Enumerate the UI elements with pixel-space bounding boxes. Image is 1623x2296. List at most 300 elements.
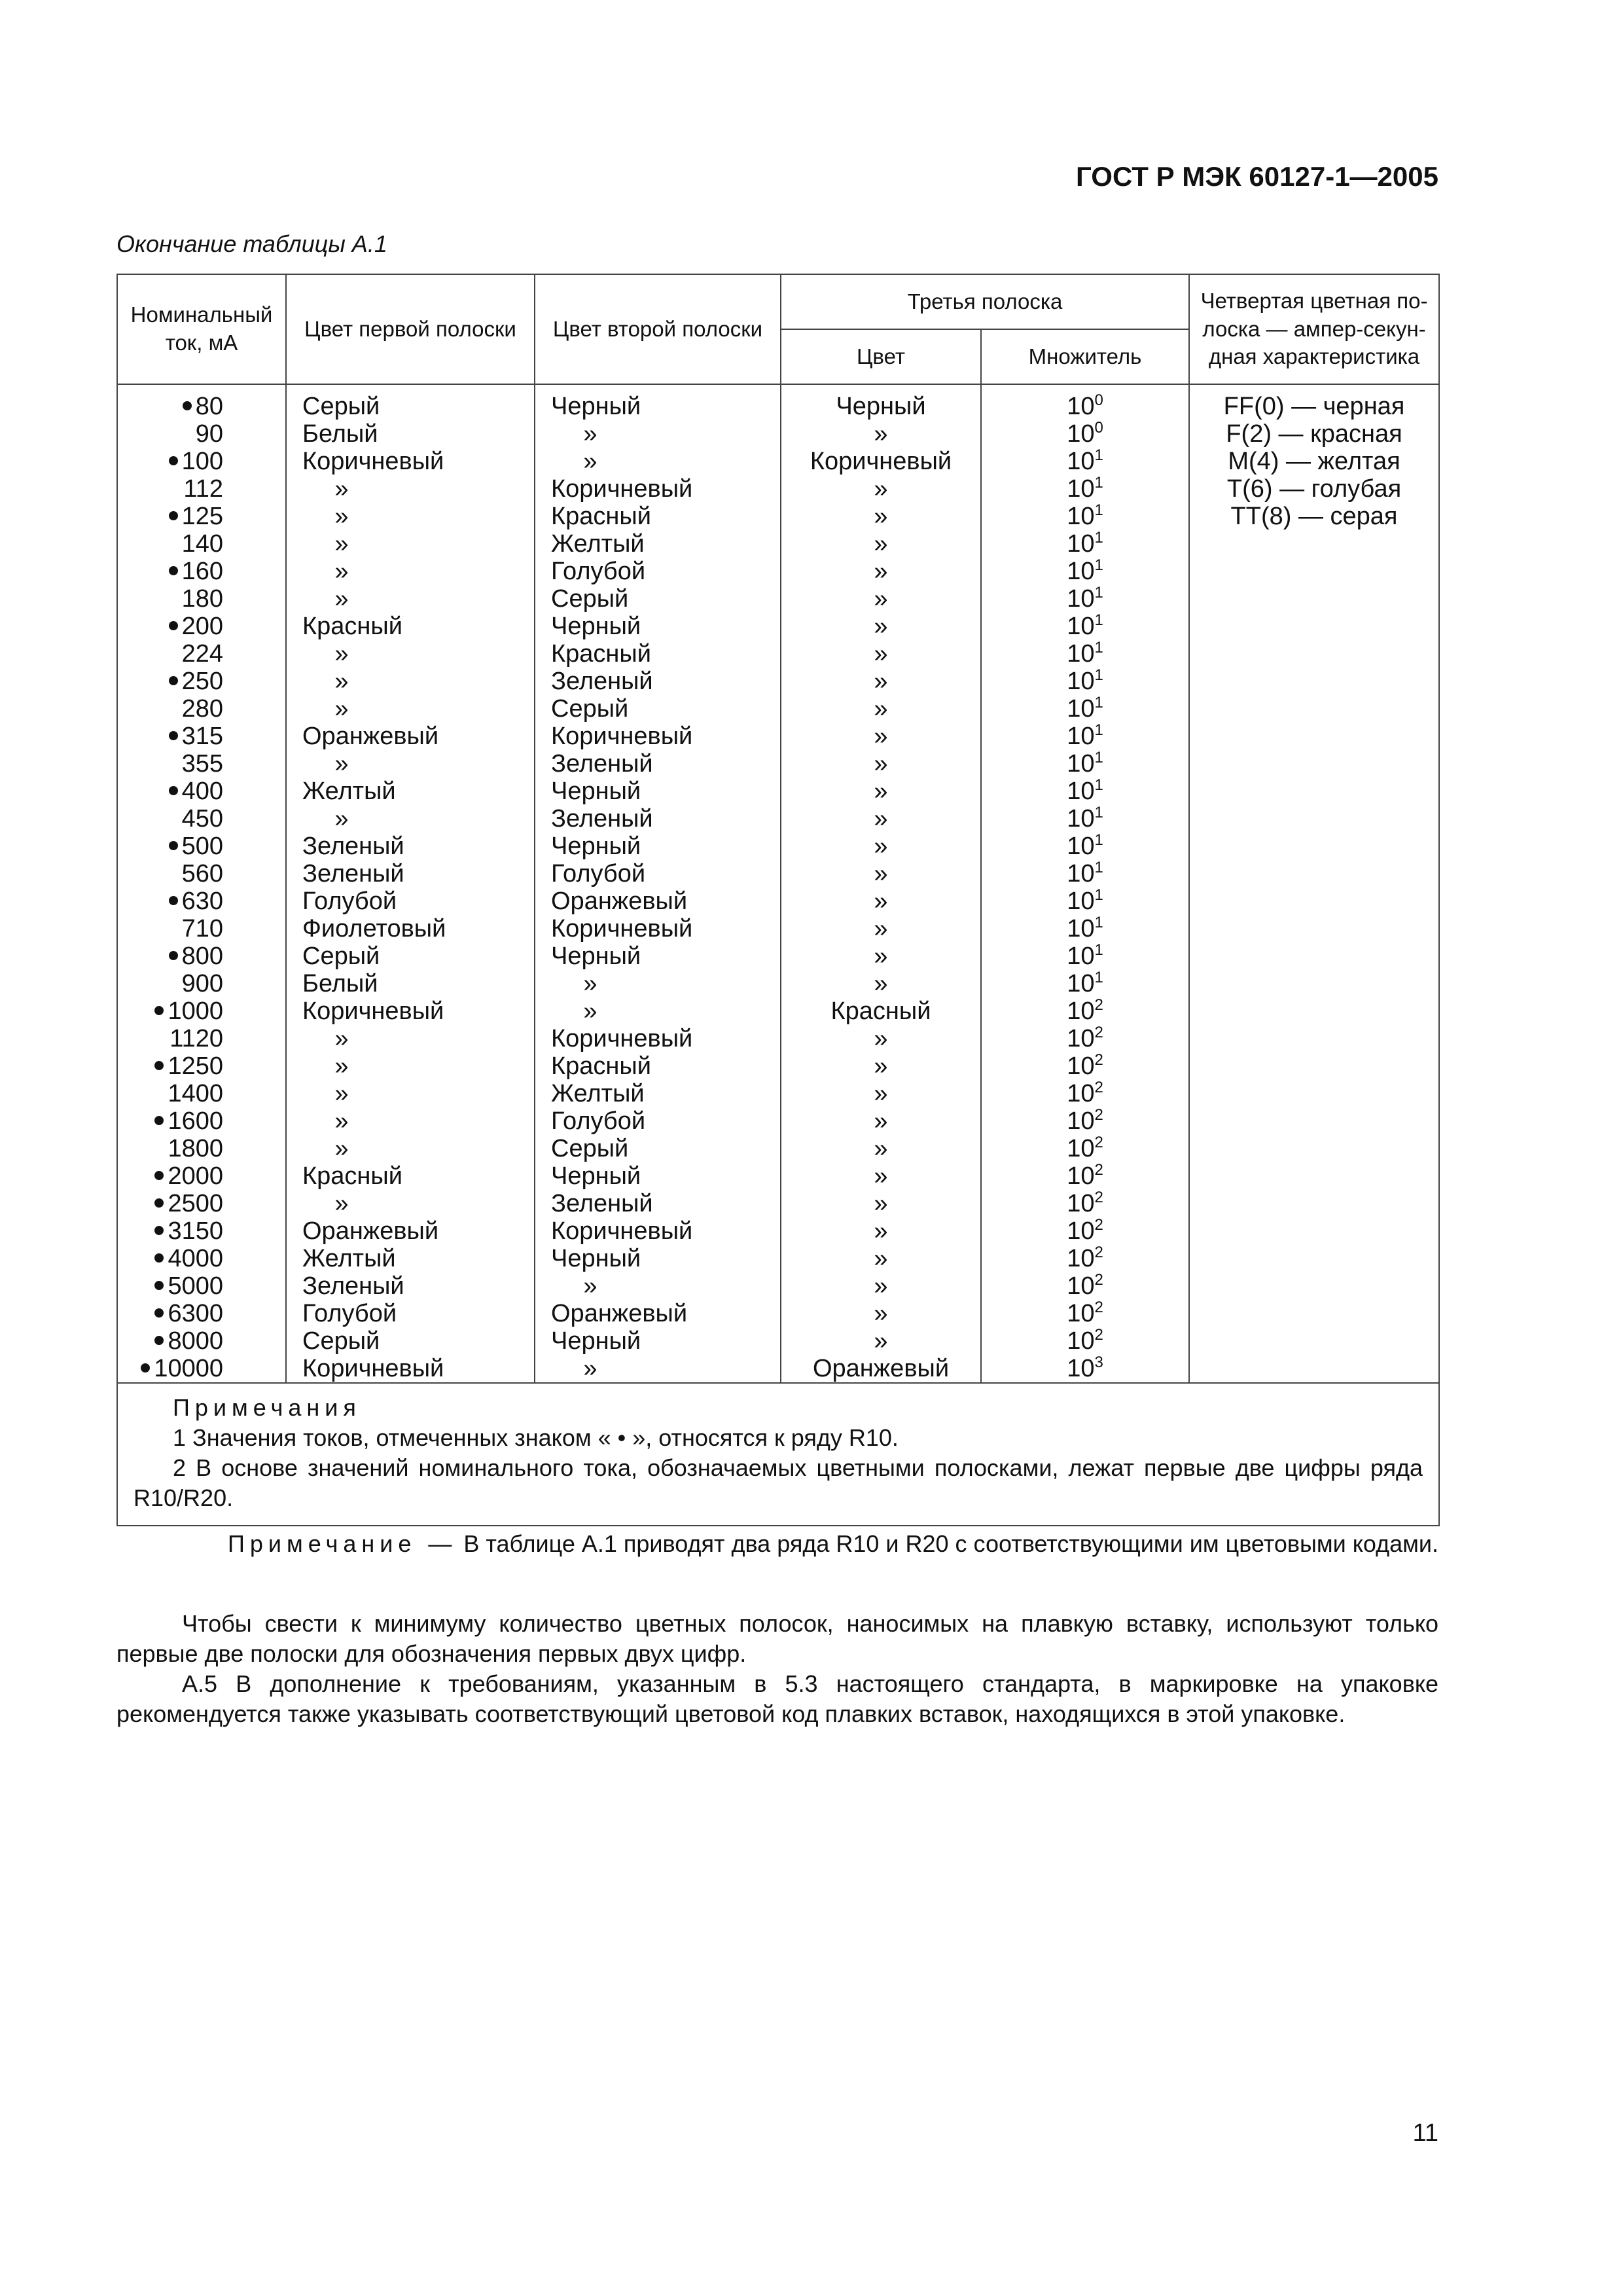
multiplier-base: 10 bbox=[1067, 1080, 1095, 1107]
second-band-cell bbox=[535, 613, 780, 640]
bullet-icon bbox=[169, 621, 178, 630]
header-second-band: Цвет второй полоски bbox=[535, 274, 781, 384]
second-band-cell bbox=[535, 1245, 780, 1272]
multiplier-cell bbox=[982, 1162, 1188, 1190]
first-band-cell bbox=[287, 1162, 534, 1190]
multiplier-cell bbox=[982, 805, 1188, 833]
first-band-value: » bbox=[334, 475, 349, 503]
second-band-cell bbox=[535, 585, 780, 613]
first-band-value: » bbox=[334, 695, 349, 723]
multiplier-base: 10 bbox=[1067, 723, 1095, 750]
second-band-value: Оранжевый bbox=[551, 1300, 688, 1327]
second-band-cell bbox=[535, 1300, 780, 1327]
second-band-value: Зеленый bbox=[551, 1190, 653, 1217]
first-band-cell bbox=[287, 1272, 534, 1300]
first-band-cell bbox=[287, 668, 534, 695]
bullet-icon bbox=[154, 1006, 164, 1015]
multiplier-base: 10 bbox=[1067, 942, 1095, 970]
page-number: 11 bbox=[1412, 2119, 1438, 2147]
current-cell bbox=[118, 1080, 285, 1107]
multiplier-exponent: 1 bbox=[1094, 666, 1103, 684]
third-color-cell: » bbox=[874, 888, 888, 915]
current-cell bbox=[118, 997, 285, 1025]
bullet-icon bbox=[169, 841, 178, 850]
first-band-value: Оранжевый bbox=[302, 723, 439, 750]
third-color-cell: » bbox=[874, 1245, 888, 1272]
current-cell bbox=[118, 1190, 285, 1217]
header-current: Номинальный ток, мА bbox=[117, 274, 286, 384]
third-color-cell: » bbox=[874, 750, 888, 778]
second-band-value: » bbox=[583, 1272, 597, 1300]
first-band-cell bbox=[287, 530, 534, 558]
first-band-value: Оранжевый bbox=[302, 1217, 439, 1245]
bullet-icon bbox=[169, 786, 178, 795]
multiplier-exponent: 1 bbox=[1094, 941, 1103, 959]
current-cell bbox=[118, 915, 285, 942]
third-color-cell: Черный bbox=[836, 393, 926, 420]
third-color-cell: » bbox=[874, 1107, 888, 1135]
second-band-cell bbox=[535, 668, 780, 695]
second-band-cell bbox=[535, 1135, 780, 1162]
second-band-cell bbox=[535, 888, 780, 915]
first-band-value: Зеленый bbox=[302, 1272, 404, 1300]
multiplier-base: 10 bbox=[1067, 915, 1095, 942]
first-band-cell bbox=[287, 723, 534, 750]
current-value: 450 bbox=[181, 805, 223, 833]
second-band-cell bbox=[535, 448, 780, 475]
multiplier-base: 10 bbox=[1067, 888, 1095, 915]
multiplier-base: 10 bbox=[1067, 1135, 1095, 1162]
multiplier-cell bbox=[982, 503, 1188, 530]
multiplier-base: 10 bbox=[1067, 530, 1095, 558]
first-band-cell bbox=[287, 640, 534, 668]
multiplier-cell bbox=[982, 640, 1188, 668]
multiplier-base: 10 bbox=[1067, 695, 1095, 723]
multiplier-exponent: 2 bbox=[1094, 1271, 1103, 1289]
first-band-cell bbox=[287, 613, 534, 640]
second-band-cell bbox=[535, 558, 780, 585]
header-fourth-band: Четвертая цветная по-лоска — ампер-секун-дная характеристика bbox=[1189, 274, 1439, 384]
second-band-cell bbox=[535, 805, 780, 833]
first-band-value: » bbox=[334, 585, 349, 613]
second-band-cell bbox=[535, 833, 780, 860]
current-value: 1400 bbox=[168, 1080, 223, 1107]
multiplier-exponent: 1 bbox=[1094, 529, 1103, 547]
second-band-column bbox=[535, 384, 781, 1383]
bullet-icon bbox=[183, 401, 192, 410]
current-value: 2500 bbox=[168, 1190, 223, 1217]
multiplier-exponent: 0 bbox=[1094, 419, 1103, 437]
first-band-value: Белый bbox=[302, 970, 378, 997]
current-value: 280 bbox=[181, 695, 223, 723]
first-band-cell bbox=[287, 585, 534, 613]
first-band-cell bbox=[287, 1245, 534, 1272]
multiplier-base: 10 bbox=[1067, 668, 1095, 695]
second-band-cell bbox=[535, 970, 780, 997]
first-band-cell bbox=[287, 393, 534, 420]
current-cell bbox=[118, 888, 285, 915]
fourth-band-value: M(4) — желтая bbox=[1228, 448, 1400, 475]
current-cell bbox=[118, 750, 285, 778]
multiplier-base: 10 bbox=[1067, 1327, 1095, 1355]
third-color-cell: » bbox=[874, 942, 888, 970]
current-value: 1000 bbox=[168, 997, 223, 1025]
first-band-value: Коричневый bbox=[302, 448, 444, 475]
first-band-cell bbox=[287, 420, 534, 448]
multiplier-cell bbox=[982, 1355, 1188, 1382]
third-color-cell: » bbox=[874, 530, 888, 558]
first-band-cell bbox=[287, 1355, 534, 1382]
multiplier-base: 10 bbox=[1067, 860, 1095, 888]
second-band-value: Красный bbox=[551, 640, 651, 668]
multiplier-cell bbox=[982, 613, 1188, 640]
first-band-value: Зеленый bbox=[302, 860, 404, 888]
bullet-icon bbox=[169, 731, 178, 740]
third-color-cell: » bbox=[874, 778, 888, 805]
bullet-icon bbox=[154, 1226, 164, 1235]
first-band-value: Коричневый bbox=[302, 997, 444, 1025]
second-band-value: Серый bbox=[551, 695, 629, 723]
multiplier-exponent: 1 bbox=[1094, 914, 1103, 931]
multiplier-cell bbox=[982, 1300, 1188, 1327]
multiplier-base: 10 bbox=[1067, 1107, 1095, 1135]
multiplier-exponent: 1 bbox=[1094, 969, 1103, 986]
current-value: 180 bbox=[181, 585, 223, 613]
multiplier-cell bbox=[982, 1272, 1188, 1300]
multiplier-exponent: 1 bbox=[1094, 474, 1103, 492]
multiplier-cell bbox=[982, 393, 1188, 420]
current-value: 900 bbox=[181, 970, 223, 997]
fourth-band-value: TT(8) — серая bbox=[1230, 503, 1398, 530]
header-third-band: Третья полоска bbox=[781, 274, 1189, 329]
third-color-cell: » bbox=[874, 1190, 888, 1217]
multiplier-base: 10 bbox=[1067, 997, 1095, 1025]
second-band-value: » bbox=[583, 1355, 597, 1382]
second-band-value: Черный bbox=[551, 613, 641, 640]
third-color-cell: » bbox=[874, 860, 888, 888]
multiplier-exponent: 1 bbox=[1094, 446, 1103, 464]
current-value: 8000 bbox=[168, 1327, 223, 1355]
multiplier-exponent: 2 bbox=[1094, 1161, 1103, 1179]
multiplier-base: 10 bbox=[1067, 1052, 1095, 1080]
bullet-icon bbox=[169, 676, 178, 685]
third-color-cell: » bbox=[874, 420, 888, 448]
current-cell bbox=[118, 530, 285, 558]
current-value: 315 bbox=[181, 723, 223, 750]
current-cell bbox=[118, 1162, 285, 1190]
current-value: 1120 bbox=[169, 1025, 223, 1052]
current-cell bbox=[118, 1272, 285, 1300]
multiplier-base: 10 bbox=[1067, 1272, 1095, 1300]
current-cell bbox=[118, 942, 285, 970]
second-band-cell bbox=[535, 1327, 780, 1355]
third-color-cell: Красный bbox=[830, 997, 931, 1025]
second-band-value: Голубой bbox=[551, 558, 646, 585]
current-value: 200 bbox=[181, 613, 223, 640]
first-band-cell bbox=[287, 1025, 534, 1052]
second-band-value: Серый bbox=[551, 1135, 629, 1162]
second-band-cell bbox=[535, 530, 780, 558]
bullet-icon bbox=[154, 1198, 164, 1208]
third-color-cell: » bbox=[874, 668, 888, 695]
second-band-value: » bbox=[583, 970, 597, 997]
third-color-cell: » bbox=[874, 1327, 888, 1355]
multiplier-base: 10 bbox=[1067, 420, 1095, 448]
bullet-icon bbox=[154, 1281, 164, 1290]
multiplier-cell bbox=[982, 585, 1188, 613]
bullet-icon bbox=[154, 1308, 164, 1318]
second-band-value: Черный bbox=[551, 833, 641, 860]
second-band-cell bbox=[535, 723, 780, 750]
multiplier-exponent: 2 bbox=[1094, 1189, 1103, 1206]
after-table-note bbox=[116, 1529, 1438, 1559]
multiplier-base: 10 bbox=[1067, 805, 1095, 833]
current-value: 2000 bbox=[168, 1162, 223, 1190]
multiplier-exponent: 2 bbox=[1094, 1299, 1103, 1316]
first-band-cell bbox=[287, 558, 534, 585]
multiplier-exponent: 3 bbox=[1094, 1354, 1103, 1371]
first-band-value: » bbox=[334, 530, 349, 558]
third-color-cell: » bbox=[874, 640, 888, 668]
multiplier-base: 10 bbox=[1067, 640, 1095, 668]
second-band-value: » bbox=[583, 448, 597, 475]
second-band-cell bbox=[535, 915, 780, 942]
multiplier-exponent: 2 bbox=[1094, 1244, 1103, 1261]
second-band-value: Голубой bbox=[551, 1107, 646, 1135]
multiplier-base: 10 bbox=[1067, 778, 1095, 805]
first-band-cell bbox=[287, 1327, 534, 1355]
multiplier-exponent: 2 bbox=[1094, 1106, 1103, 1124]
third-color-cell: » bbox=[874, 1080, 888, 1107]
multiplier-exponent: 1 bbox=[1094, 584, 1103, 601]
multiplier-cell bbox=[982, 558, 1188, 585]
first-band-cell bbox=[287, 888, 534, 915]
first-band-cell bbox=[287, 1080, 534, 1107]
first-band-value: » bbox=[334, 750, 349, 778]
document-code: ГОСТ Р МЭК 60127-1—2005 bbox=[1076, 161, 1438, 192]
first-band-value: Фиолетовый bbox=[302, 915, 446, 942]
multiplier-exponent: 1 bbox=[1094, 721, 1103, 739]
first-band-value: » bbox=[334, 640, 349, 668]
multiplier-cell bbox=[982, 1107, 1188, 1135]
paragraph-a5: А.5 В дополнение к требованиям, указанным в 5.3 настоящего стандарта, в маркировке на упаковке рекомендуется также указывать соответствующий цветовой код плавких вставок, находящихся в этой упаковке. bbox=[116, 1670, 1438, 1727]
bullet-icon bbox=[169, 511, 178, 520]
third-color-cell: » bbox=[874, 558, 888, 585]
first-band-value: » bbox=[334, 558, 349, 585]
first-band-value: Красный bbox=[302, 613, 402, 640]
multiplier-cell bbox=[982, 1025, 1188, 1052]
current-value: 250 bbox=[181, 668, 223, 695]
current-cell bbox=[118, 420, 285, 448]
second-band-value: Коричневый bbox=[551, 723, 693, 750]
third-color-cell: » bbox=[874, 1135, 888, 1162]
third-color-cell: » bbox=[874, 970, 888, 997]
second-band-cell bbox=[535, 420, 780, 448]
multiplier-base: 10 bbox=[1067, 1300, 1095, 1327]
current-cell bbox=[118, 448, 285, 475]
second-band-value: Черный bbox=[551, 1162, 641, 1190]
second-band-cell bbox=[535, 475, 780, 503]
color-code-table bbox=[116, 274, 1440, 1526]
current-value: 10000 bbox=[154, 1355, 223, 1382]
multiplier-cell bbox=[982, 970, 1188, 997]
multiplier-base: 10 bbox=[1067, 833, 1095, 860]
second-band-cell bbox=[535, 942, 780, 970]
multiplier-exponent: 1 bbox=[1094, 556, 1103, 574]
second-band-value: Черный bbox=[551, 1245, 641, 1272]
current-value: 4000 bbox=[168, 1245, 223, 1272]
multiplier-cell bbox=[982, 695, 1188, 723]
second-band-value: Красный bbox=[551, 1052, 651, 1080]
current-cell bbox=[118, 558, 285, 585]
second-band-cell bbox=[535, 1217, 780, 1245]
current-value: 355 bbox=[181, 750, 223, 778]
second-band-cell bbox=[535, 1107, 780, 1135]
third-color-cell: » bbox=[874, 1162, 888, 1190]
current-value: 560 bbox=[181, 860, 223, 888]
third-color-cell: » bbox=[874, 1272, 888, 1300]
second-band-value: Оранжевый bbox=[551, 888, 688, 915]
note-1: 1 Значения токов, отмеченных знаком « • », относятся к ряду R10. bbox=[173, 1424, 899, 1451]
second-band-value: Зеленый bbox=[551, 668, 653, 695]
first-band-value: Серый bbox=[302, 1327, 380, 1355]
second-band-value: » bbox=[583, 997, 597, 1025]
bullet-icon bbox=[154, 1171, 164, 1180]
current-value: 1250 bbox=[168, 1052, 223, 1080]
bullet-icon bbox=[154, 1336, 164, 1345]
fourth-band-value: FF(0) — черная bbox=[1223, 393, 1405, 420]
current-cell bbox=[118, 1135, 285, 1162]
current-cell bbox=[118, 1327, 285, 1355]
current-cell bbox=[118, 585, 285, 613]
second-band-cell bbox=[535, 1355, 780, 1382]
first-band-cell bbox=[287, 1217, 534, 1245]
multiplier-cell bbox=[982, 668, 1188, 695]
header-third-color: Цвет bbox=[781, 329, 981, 384]
multiplier-cell bbox=[982, 1052, 1188, 1080]
third-color-cell: Коричневый bbox=[810, 448, 952, 475]
second-band-cell bbox=[535, 1190, 780, 1217]
third-color-cell: » bbox=[874, 503, 888, 530]
current-cell bbox=[118, 1245, 285, 1272]
bullet-icon bbox=[154, 1253, 164, 1263]
first-band-cell bbox=[287, 695, 534, 723]
second-band-value: » bbox=[583, 420, 597, 448]
second-band-cell bbox=[535, 393, 780, 420]
third-color-cell: » bbox=[874, 1052, 888, 1080]
first-band-cell bbox=[287, 750, 534, 778]
multiplier-exponent: 1 bbox=[1094, 611, 1103, 629]
multiplier-exponent: 1 bbox=[1094, 694, 1103, 711]
multiplier-exponent: 2 bbox=[1094, 1134, 1103, 1151]
third-color-cell: » bbox=[874, 613, 888, 640]
fourth-band-value: T(6) — голубая bbox=[1226, 475, 1402, 503]
first-band-value: Белый bbox=[302, 420, 378, 448]
first-band-value: » bbox=[334, 668, 349, 695]
after-note-label: Примечание — bbox=[227, 1530, 457, 1557]
multiplier-cell bbox=[982, 833, 1188, 860]
third-color-cell: » bbox=[874, 805, 888, 833]
multiplier-cell bbox=[982, 1190, 1188, 1217]
current-cell bbox=[118, 723, 285, 750]
current-cell bbox=[118, 613, 285, 640]
second-band-cell bbox=[535, 1272, 780, 1300]
multiplier-cell bbox=[982, 1217, 1188, 1245]
bullet-icon bbox=[154, 1061, 164, 1070]
multiplier-base: 10 bbox=[1067, 393, 1095, 420]
second-band-value: Желтый bbox=[551, 530, 645, 558]
second-band-cell bbox=[535, 1080, 780, 1107]
second-band-cell bbox=[535, 778, 780, 805]
fourth-band-column bbox=[1189, 384, 1439, 1383]
bullet-icon bbox=[169, 456, 178, 465]
third-color-cell: » bbox=[874, 585, 888, 613]
first-band-cell bbox=[287, 942, 534, 970]
multiplier-exponent: 1 bbox=[1094, 886, 1103, 904]
current-value: 710 bbox=[181, 915, 223, 942]
first-band-value: Зеленый bbox=[302, 833, 404, 860]
multiplier-cell bbox=[982, 530, 1188, 558]
second-band-value: Коричневый bbox=[551, 1025, 693, 1052]
current-value: 112 bbox=[183, 475, 223, 503]
multiplier-exponent: 1 bbox=[1094, 859, 1103, 876]
multiplier-cell bbox=[982, 420, 1188, 448]
multiplier-cell bbox=[982, 723, 1188, 750]
after-note-text: В таблице А.1 приводят два ряда R10 и R20 с соответствующими им цветовыми кодами. bbox=[463, 1530, 1438, 1557]
second-band-value: Зеленый bbox=[551, 805, 653, 833]
current-cell bbox=[118, 640, 285, 668]
second-band-value: Черный bbox=[551, 942, 641, 970]
third-color-cell: » bbox=[874, 1300, 888, 1327]
multiplier-base: 10 bbox=[1067, 750, 1095, 778]
multiplier-exponent: 2 bbox=[1094, 996, 1103, 1014]
second-band-value: Красный bbox=[551, 503, 651, 530]
current-cell bbox=[118, 1025, 285, 1052]
current-cell bbox=[118, 1217, 285, 1245]
second-band-cell bbox=[535, 503, 780, 530]
first-band-cell bbox=[287, 503, 534, 530]
second-band-cell bbox=[535, 1025, 780, 1052]
multiplier-cell bbox=[982, 997, 1188, 1025]
first-band-value: » bbox=[334, 1190, 349, 1217]
second-band-value: Голубой bbox=[551, 860, 646, 888]
multiplier-exponent: 1 bbox=[1094, 639, 1103, 656]
second-band-value: Черный bbox=[551, 393, 641, 420]
multiplier-cell bbox=[982, 1327, 1188, 1355]
multiplier-base: 10 bbox=[1067, 970, 1095, 997]
third-color-cell: » bbox=[874, 1217, 888, 1245]
first-band-column bbox=[286, 384, 535, 1383]
multiplier-base: 10 bbox=[1067, 585, 1095, 613]
multiplier-exponent: 0 bbox=[1094, 391, 1103, 409]
current-value: 125 bbox=[181, 503, 223, 530]
current-value: 630 bbox=[181, 888, 223, 915]
multiplier-cell bbox=[982, 475, 1188, 503]
first-band-value: Желтый bbox=[302, 1245, 396, 1272]
second-band-value: Коричневый bbox=[551, 1217, 693, 1245]
current-value: 100 bbox=[181, 448, 223, 475]
current-value: 5000 bbox=[168, 1272, 223, 1300]
first-band-value: Желтый bbox=[302, 778, 396, 805]
multiplier-base: 10 bbox=[1067, 448, 1095, 475]
header-third-multiplier: Множитель bbox=[981, 329, 1189, 384]
first-band-value: » bbox=[334, 805, 349, 833]
first-band-value: Серый bbox=[302, 942, 380, 970]
multiplier-exponent: 1 bbox=[1094, 776, 1103, 794]
bullet-icon bbox=[141, 1363, 150, 1372]
current-cell bbox=[118, 970, 285, 997]
third-color-cell: » bbox=[874, 695, 888, 723]
